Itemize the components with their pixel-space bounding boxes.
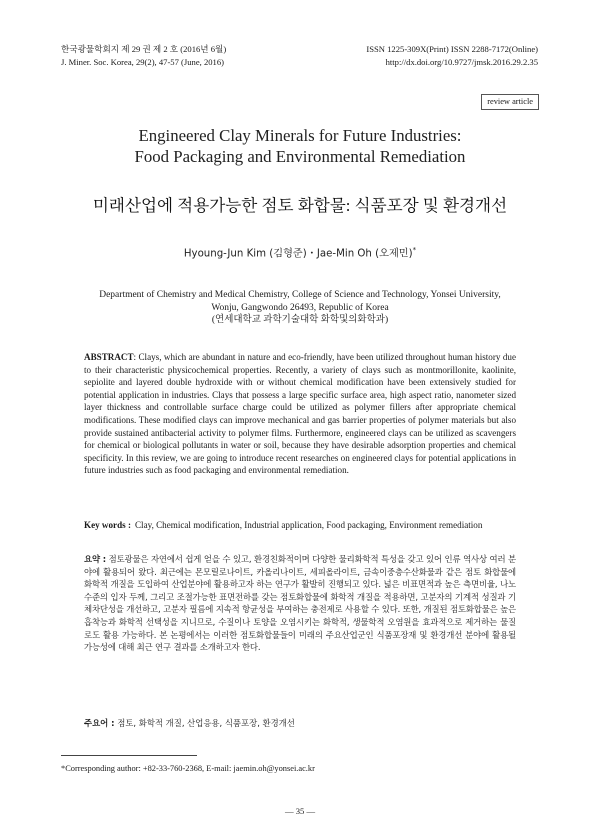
author-names: Hyoung-Jun Kim (김형준)・Jae-Min Oh (오제민)	[183, 248, 413, 260]
journal-citation	[61, 43, 226, 68]
korean-keywords-text: 점토, 화학적 개질, 산업응용, 식품포장, 환경개선	[117, 718, 295, 728]
title-english-line1: Engineered Clay Minerals for Future Industries:	[138, 126, 462, 145]
abstract	[84, 351, 516, 477]
title-english-line2: Food Packaging and Environmental Remediation	[134, 147, 466, 166]
issn-line: ISSN 1225-309X(Print) ISSN 2288-7172(Online)	[366, 44, 538, 54]
page-number: ― 35 ―	[284, 806, 316, 816]
journal-name-english: J. Miner. Soc. Korea, 29(2), 47-57 (June, 2016)	[61, 56, 225, 67]
affiliation	[61, 289, 539, 327]
journal-name-korean: 한국광물학회지 제 29 권 제 2 호 (2016년 6월)	[61, 44, 227, 54]
title-english	[0, 125, 600, 167]
title-korean: 미래산업에 적용가능한 점토 화합물: 식품포장 및 환경개선	[92, 196, 508, 215]
authors-line	[0, 243, 600, 261]
affiliation-line3: (연세대학교 과학기술대학 화학및의화학과)	[211, 315, 389, 326]
article-type-badge: review article	[481, 94, 539, 110]
affiliation-line2: Wonju, Gangwondo 26493, Republic of Korea	[211, 302, 389, 313]
abstract-text: : Clays, which are abundant in nature and eco-friendly, have been utilized throughout human history due to their characteristic physicochemical properties. Recently, a variety of clays such as montmorillonite, kaolinite, sepiolite and layered double hydroxide with or without chemical modification have been extensively studied for potential application in industries. Clays that possess a large specific surface area, high aspect ratio, nanometer sized layer thickness and controllable surface charge could be utilized as polymer fillers after appropriate chemical modifications. These modified clays can improve mechanical and gas barrier properties of polymer materials but also provide sustained antibacterial activity to polymer films. Furthermore, engineered clays can be utilized as scavengers for chemical or biological pollutants in water or soil, because they have desirable adsorption properties and chemical specificity. In this review, we are going to introduce recent researches on engineered clays for potential applications in future industries such as food packaging and environmental remediation.	[84, 352, 516, 476]
korean-abstract-text: 점토광물은 자연에서 쉽게 얻을 수 있고, 환경친화적이며 다양한 물리화학적 특성을 갖고 있어 인류 역사상 여러 분야에 활용되어 왔다. 최근에는 몬모릴로나이트, 카올리나이트, 세피올라이트, 금속이중층수산화물과 같은 점토 화합물에 화학적 개질을 도입하여 산업분야에 활용하고자 하는 연구가 활발히 진행되고 있다. 넓은 비표면적과 높은 측면비율, 나노수준의 입자 두께, 그리고 조절가능한 표면전하를 갖는 점토화합물에 화학적 개질을 적용하면, 고분자의 기계적 성질과 기체차단성을 개선하고, 고분자 필름에 지속적 항균성을 부여하는 충전제로 사용할 수 있다. 또한, 개질된 점토화합물은 높은 흡착능과 화학적 선택성을 지니므로, 수질이나 토양을 오염시키는 화학적, 생물학적 오염원을 효과적으로 제거하는 물질로도 활용 가능하다. 본 논평에서는 이러한 점토화합물들이 미래의 주요산업군인 식품포장재 및 환경개선 분야에 활용될 가능성에 대해 최근 연구 결과를 소개하고자 한다.	[84, 554, 516, 653]
journal-identifiers	[366, 43, 538, 68]
keywords	[84, 519, 516, 532]
footnote-divider	[61, 755, 197, 756]
korean-abstract	[84, 553, 516, 654]
keywords-text: Clay, Chemical modification, Industrial application, Food packaging, Environment remediation	[134, 520, 483, 530]
corresponding-mark: *	[412, 246, 417, 254]
korean-keywords-label: 주요어 :	[84, 718, 115, 728]
korean-abstract-label: 요약 :	[84, 554, 106, 564]
korean-keywords	[84, 717, 516, 730]
keywords-label: Key words :	[84, 520, 131, 530]
abstract-label: ABSTRACT	[84, 352, 134, 362]
affiliation-line1: Department of Chemistry and Medical Chemistry, College of Science and Technology, Yonsei University,	[99, 290, 501, 300]
corresponding-author-footnote: *Corresponding author: +82-33-760-2368, E-mail: jaemin.oh@yonsei.ac.kr	[61, 764, 315, 773]
doi-link[interactable]: http://dx.doi.org/10.9727/jmsk.2016.29.2.35	[385, 56, 538, 67]
